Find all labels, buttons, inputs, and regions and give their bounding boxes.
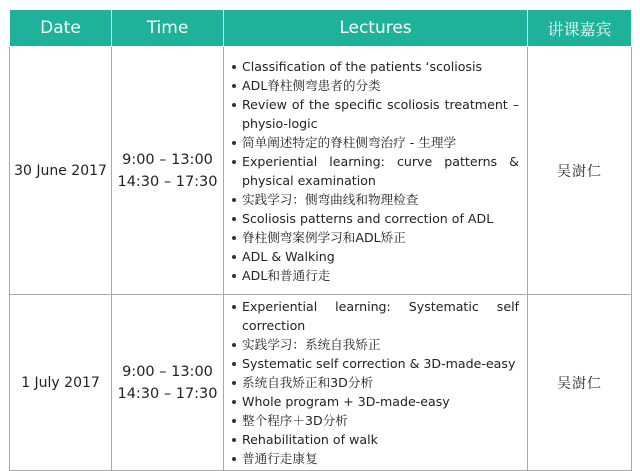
lecture-item: Systematic self correction & 3D-made-easy (232, 354, 519, 373)
lecture-item: Scoliosis patterns and correction of ADL (232, 209, 519, 228)
lectures-cell (224, 47, 528, 295)
date-cell: 1 July 2017 (10, 295, 112, 471)
lecture-item: Review of the specific scoliosis treatment – physio-logic (232, 95, 519, 133)
header-lectures: Lectures (224, 10, 528, 47)
lecture-item: Classification of the patients ‘scoliosis (232, 57, 519, 76)
header-time: Time (112, 10, 224, 47)
lecture-item: ADL和普通行走 (232, 266, 519, 285)
date-cell: 30 June 2017 (10, 47, 112, 295)
time-afternoon: 14:30 – 17:30 (117, 173, 218, 190)
lecture-item: 实践学习：系统自我矫正 (232, 335, 519, 354)
header-date: Date (10, 10, 112, 47)
lecture-item: Experiential learning: Systematic self correction (232, 297, 519, 335)
speaker-cell: 吴澍仁 (528, 47, 632, 295)
lecture-item: 脊柱侧弯案例学习和ADL矫正 (232, 228, 519, 247)
time-cell (112, 47, 224, 295)
lecture-item: Whole program + 3D-made-easy (232, 392, 519, 411)
time-afternoon: 14:30 – 17:30 (117, 385, 218, 402)
time-morning: 9:00 – 13:00 (122, 151, 213, 168)
lecture-item: 普通行走康复 (232, 449, 519, 468)
lecture-item: 实践学习：侧弯曲线和物理检查 (232, 190, 519, 209)
lecture-item: ADL & Walking (232, 247, 519, 266)
table-row (10, 47, 632, 295)
time-cell (112, 295, 224, 471)
lecture-item: 系统自我矫正和3D分析 (232, 373, 519, 392)
speaker-cell: 吴澍仁 (528, 295, 632, 471)
lecture-list (232, 297, 519, 468)
header-speaker: 讲课嘉宾 (528, 10, 632, 47)
header-row (10, 10, 632, 47)
time-morning: 9:00 – 13:00 (122, 363, 213, 380)
lecture-item: ADL脊柱侧弯患者的分类 (232, 76, 519, 95)
schedule-table (9, 9, 632, 471)
lecture-list (232, 57, 519, 285)
lecture-item: Rehabilitation of walk (232, 430, 519, 449)
lecture-item: 整个程序＋3D分析 (232, 411, 519, 430)
table-row (10, 295, 632, 471)
lecture-item: Experiential learning: curve patterns & physical examination (232, 152, 519, 190)
lecture-item: 简单阐述特定的脊柱侧弯治疗 - 生理学 (232, 133, 519, 152)
lectures-cell (224, 295, 528, 471)
